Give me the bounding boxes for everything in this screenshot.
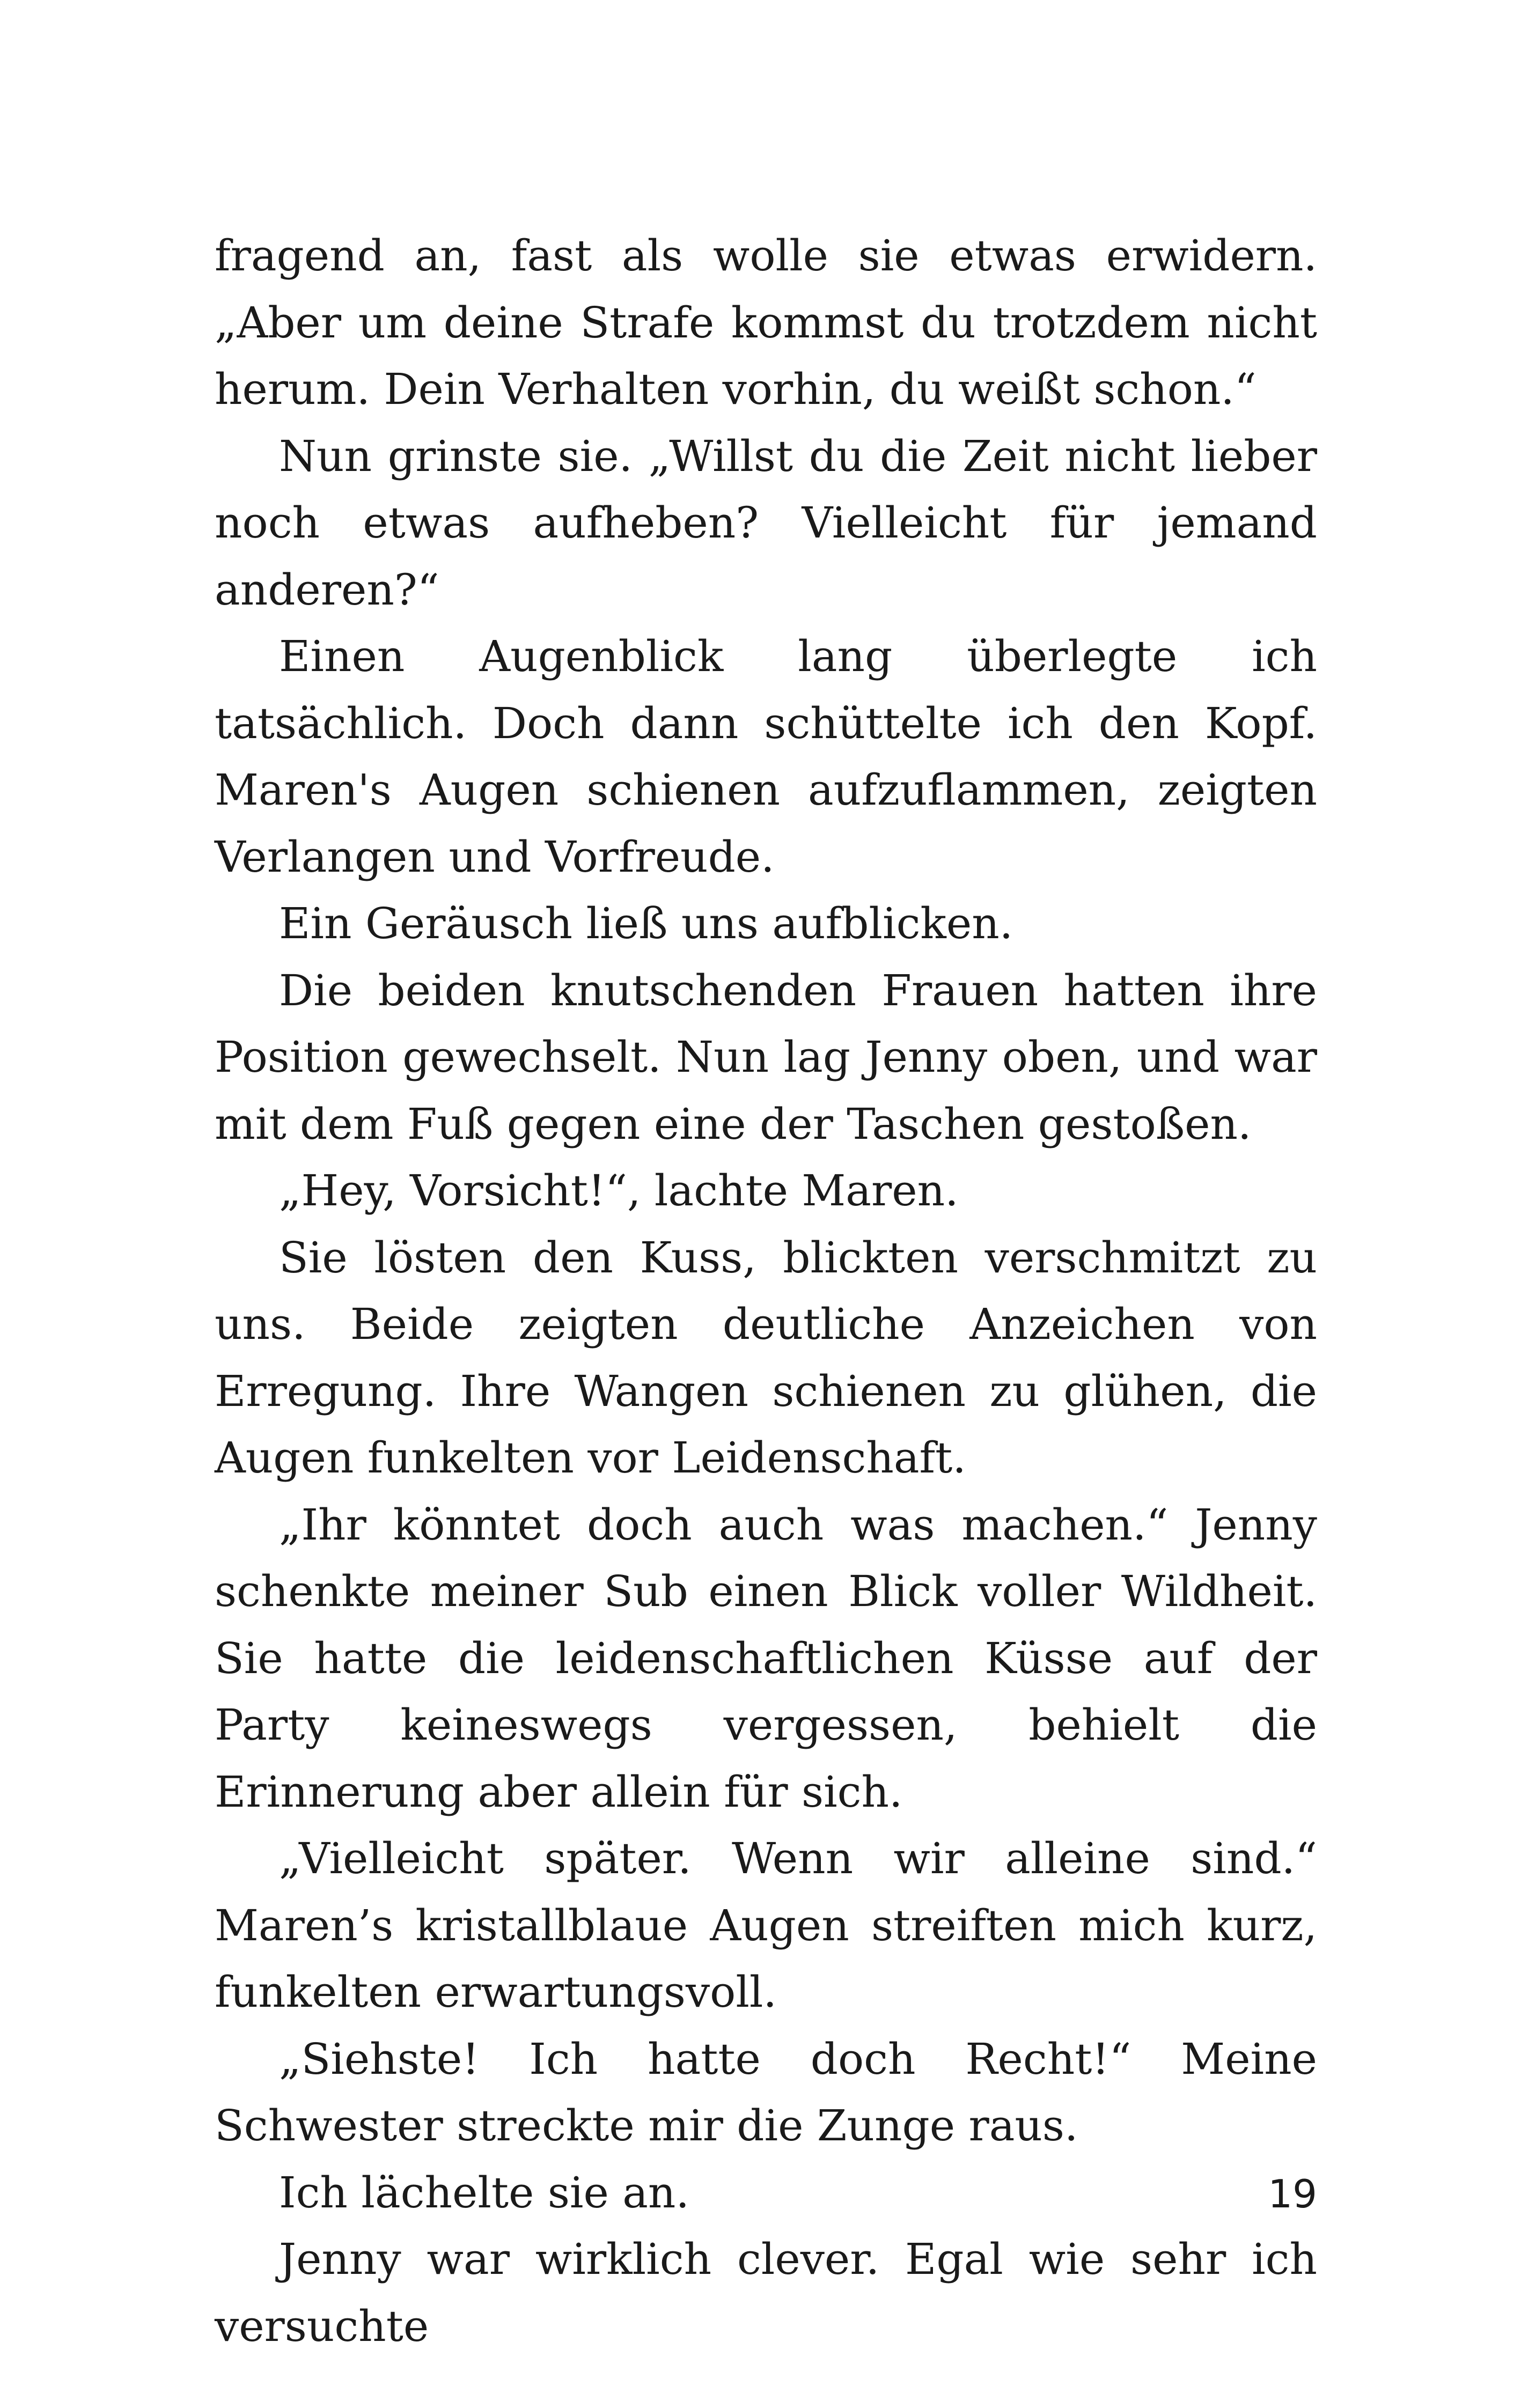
paragraph-12: Jenny war wirklich clever. Egal wie sehr ich versuchte <box>215 2234 1317 2351</box>
paragraph-10: „Siehste! Ich hatte doch Recht!“ Meine Schwester streckte mir die Zunge raus. <box>215 2034 1317 2151</box>
paragraph-4: Ein Geräusch ließ uns aufblicken. <box>279 899 1013 948</box>
paragraph-11: Ich lächelte sie an. <box>279 2167 689 2218</box>
paragraph-7: Sie lösten den Kuss, blickten verschmitzt zu uns. Beide zeigten deutliche Anzeichen von Erregung. Ihre Wangen schienen zu glühen, die Augen funkelten vor Leidenschaft. <box>215 1232 1317 1483</box>
page-number: 19 <box>1268 2171 1317 2216</box>
paragraph-6: „Hey, Vorsicht!“, lachte Maren. <box>279 1166 959 1216</box>
paragraph-2: Nun grinste sie. „Willst du die Zeit nicht lieber noch etwas aufheben? Vielleicht für jemand anderen?“ <box>215 431 1317 615</box>
paragraph-5: Die beiden knutschenden Frauen hatten ihre Position gewechselt. Nun lag Jenny oben, und war mit dem Fuß gegen eine der Taschen gestoßen. <box>215 965 1317 1149</box>
paragraph-3: Einen Augenblick lang überlegte ich tatsächlich. Doch dann schüttelte ich den Kopf. Maren's Augen schienen aufzuflammen, zeigten Verlangen und Vorfreude. <box>215 631 1317 882</box>
paragraph-1: fragend an, fast als wolle sie etwas erwidern. „Aber um deine Strafe kommst du trotzdem nicht herum. Dein Verhalten vorhin, du weißt schon.“ <box>215 231 1317 414</box>
body-text <box>215 223 1317 2360</box>
paragraph-8: „Ihr könntet doch auch was machen.“ Jenny schenkte meiner Sub einen Blick voller Wildheit. Sie hatte die leidenschaftlichen Küsse auf der Party keineswegs vergessen, behielt die Erinnerung aber allein für sich. <box>215 1499 1317 1817</box>
paragraph-9: „Vielleicht später. Wenn wir alleine sind.“ Maren’s kristallblaue Augen streiften mich kurz, funkelten erwartungsvoll. <box>215 1833 1317 2017</box>
